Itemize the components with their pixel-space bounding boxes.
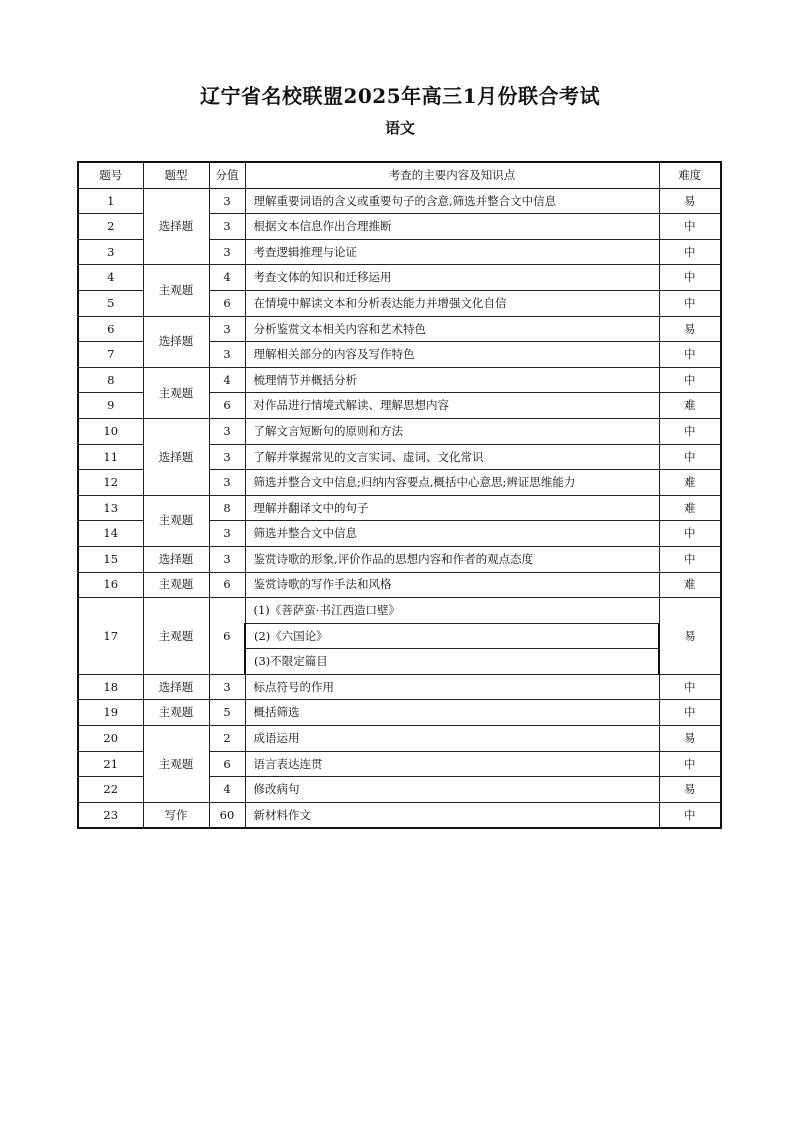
difficulty: 中: [659, 802, 721, 828]
content: 筛选并整合文中信息;归纳内容要点,概括中心意思;辨证思维能力: [245, 470, 659, 496]
table-row: [78, 546, 721, 572]
content: 理解相关部分的内容及写作特色: [245, 342, 659, 368]
difficulty: 中: [659, 521, 721, 547]
question-type: 主观题: [143, 495, 209, 546]
score: 6: [209, 290, 245, 316]
score: 6: [209, 572, 245, 598]
table-row: [78, 674, 721, 700]
score: 3: [209, 674, 245, 700]
content: 筛选并整合文中信息: [245, 521, 659, 547]
difficulty: 中: [659, 674, 721, 700]
table-row: [78, 367, 721, 393]
content: 新材料作文: [245, 802, 659, 828]
difficulty: 中: [659, 367, 721, 393]
score: 60: [209, 802, 245, 828]
difficulty: 中: [659, 751, 721, 777]
question-number: 21: [78, 751, 143, 777]
content: 考查文体的知识和迁移运用: [245, 265, 659, 291]
score: 3: [209, 418, 245, 444]
score: 6: [209, 751, 245, 777]
difficulty: 中: [659, 418, 721, 444]
score: 3: [209, 188, 245, 214]
table-row: [78, 700, 721, 726]
question-number: 8: [78, 367, 143, 393]
difficulty: 易: [659, 777, 721, 803]
question-type: 主观题: [143, 265, 209, 316]
table-row: [78, 188, 721, 214]
table-row: [78, 726, 721, 752]
content: 理解重要词语的含义或重要句子的含意,筛选并整合文中信息: [245, 188, 659, 214]
question-number: 11: [78, 444, 143, 470]
question-type: 主观题: [143, 572, 209, 598]
score: 5: [209, 700, 245, 726]
content: 梳理情节并概括分析: [245, 367, 659, 393]
content: 考查逻辑推理与论证: [245, 239, 659, 265]
document-title: 辽宁省名校联盟2025年高三1月份联合考试: [199, 84, 601, 108]
exam-spec-table: [77, 161, 722, 829]
header-question-number: 题号: [78, 162, 143, 188]
table-row: [78, 802, 721, 828]
question-number: 7: [78, 342, 143, 368]
content: 标点符号的作用: [245, 674, 659, 700]
difficulty: 难: [659, 393, 721, 419]
question-type: 选择题: [143, 546, 209, 572]
score: 8: [209, 495, 245, 521]
table-header-row: [78, 162, 721, 188]
difficulty: 中: [659, 444, 721, 470]
difficulty: 中: [659, 546, 721, 572]
question-number: 9: [78, 393, 143, 419]
score: 3: [209, 342, 245, 368]
question-number: 3: [78, 239, 143, 265]
question-number: 6: [78, 316, 143, 342]
content: 了解并掌握常见的文言实词、虚词、文化常识: [245, 444, 659, 470]
content: (1)《菩萨蛮·书江西造口壁》: [245, 598, 659, 624]
difficulty: 中: [659, 265, 721, 291]
content: 理解并翻译文中的句子: [245, 495, 659, 521]
table-row: [78, 265, 721, 291]
difficulty: 中: [659, 290, 721, 316]
table-row: [78, 495, 721, 521]
content: 语言表达连贯: [245, 751, 659, 777]
content: 修改病句: [245, 777, 659, 803]
content: 了解文言短断句的原则和方法: [245, 418, 659, 444]
question-number: 23: [78, 802, 143, 828]
score: 3: [209, 470, 245, 496]
difficulty: 中: [659, 214, 721, 240]
score: 6: [209, 598, 245, 675]
score: 3: [209, 444, 245, 470]
question-number: 15: [78, 546, 143, 572]
question-type: 选择题: [143, 674, 209, 700]
table-row: [78, 316, 721, 342]
difficulty: 难: [659, 470, 721, 496]
content: 鉴赏诗歌的形象,评价作品的思想内容和作者的观点态度: [245, 546, 659, 572]
score: 4: [209, 265, 245, 291]
difficulty: 中: [659, 700, 721, 726]
question-number: 17: [78, 598, 143, 675]
question-number: 2: [78, 214, 143, 240]
difficulty: 易: [659, 316, 721, 342]
question-type: 主观题: [143, 726, 209, 803]
question-number: 16: [78, 572, 143, 598]
table-row: [78, 572, 721, 598]
score: 3: [209, 316, 245, 342]
difficulty: 难: [659, 495, 721, 521]
difficulty: 难: [659, 572, 721, 598]
score: 3: [209, 546, 245, 572]
score: 2: [209, 726, 245, 752]
difficulty: 易: [659, 188, 721, 214]
question-number: 18: [78, 674, 143, 700]
header-question-type: 题型: [143, 162, 209, 188]
table-row: [78, 598, 721, 624]
content: 概括筛选: [245, 700, 659, 726]
table-row: [78, 418, 721, 444]
question-number: 14: [78, 521, 143, 547]
question-type: 选择题: [143, 418, 209, 495]
content: 对作品进行情境式解读、理解思想内容: [245, 393, 659, 419]
difficulty: 中: [659, 342, 721, 368]
question-number: 12: [78, 470, 143, 496]
score: 3: [209, 239, 245, 265]
question-type: 选择题: [143, 188, 209, 265]
content: 根据文本信息作出合理推断: [245, 214, 659, 240]
header-difficulty: 难度: [659, 162, 721, 188]
document-subtitle: 语文: [384, 119, 415, 137]
score: 4: [209, 367, 245, 393]
question-number: 10: [78, 418, 143, 444]
question-type: 主观题: [143, 700, 209, 726]
question-type: 主观题: [143, 598, 209, 675]
question-type: 选择题: [143, 316, 209, 367]
score: 6: [209, 393, 245, 419]
difficulty: 易: [659, 726, 721, 752]
question-number: 20: [78, 726, 143, 752]
question-number: 4: [78, 265, 143, 291]
header-content: 考查的主要内容及知识点: [245, 162, 659, 188]
question-number: 13: [78, 495, 143, 521]
score: 4: [209, 777, 245, 803]
content: (2)《六国论》: [245, 623, 659, 649]
question-number: 1: [78, 188, 143, 214]
content: 鉴赏诗歌的写作手法和风格: [245, 572, 659, 598]
content: (3)不限定篇目: [245, 649, 659, 675]
score: 3: [209, 214, 245, 240]
content: 成语运用: [245, 726, 659, 752]
difficulty: 中: [659, 239, 721, 265]
question-type: 主观题: [143, 367, 209, 418]
header-score: 分值: [209, 162, 245, 188]
score: 3: [209, 521, 245, 547]
question-number: 19: [78, 700, 143, 726]
difficulty: 易: [659, 598, 721, 675]
question-number: 5: [78, 290, 143, 316]
question-number: 22: [78, 777, 143, 803]
content: 分析鉴赏文本相关内容和艺术特色: [245, 316, 659, 342]
content: 在情境中解读文本和分析表达能力并增强文化自信: [245, 290, 659, 316]
question-type: 写作: [143, 802, 209, 828]
